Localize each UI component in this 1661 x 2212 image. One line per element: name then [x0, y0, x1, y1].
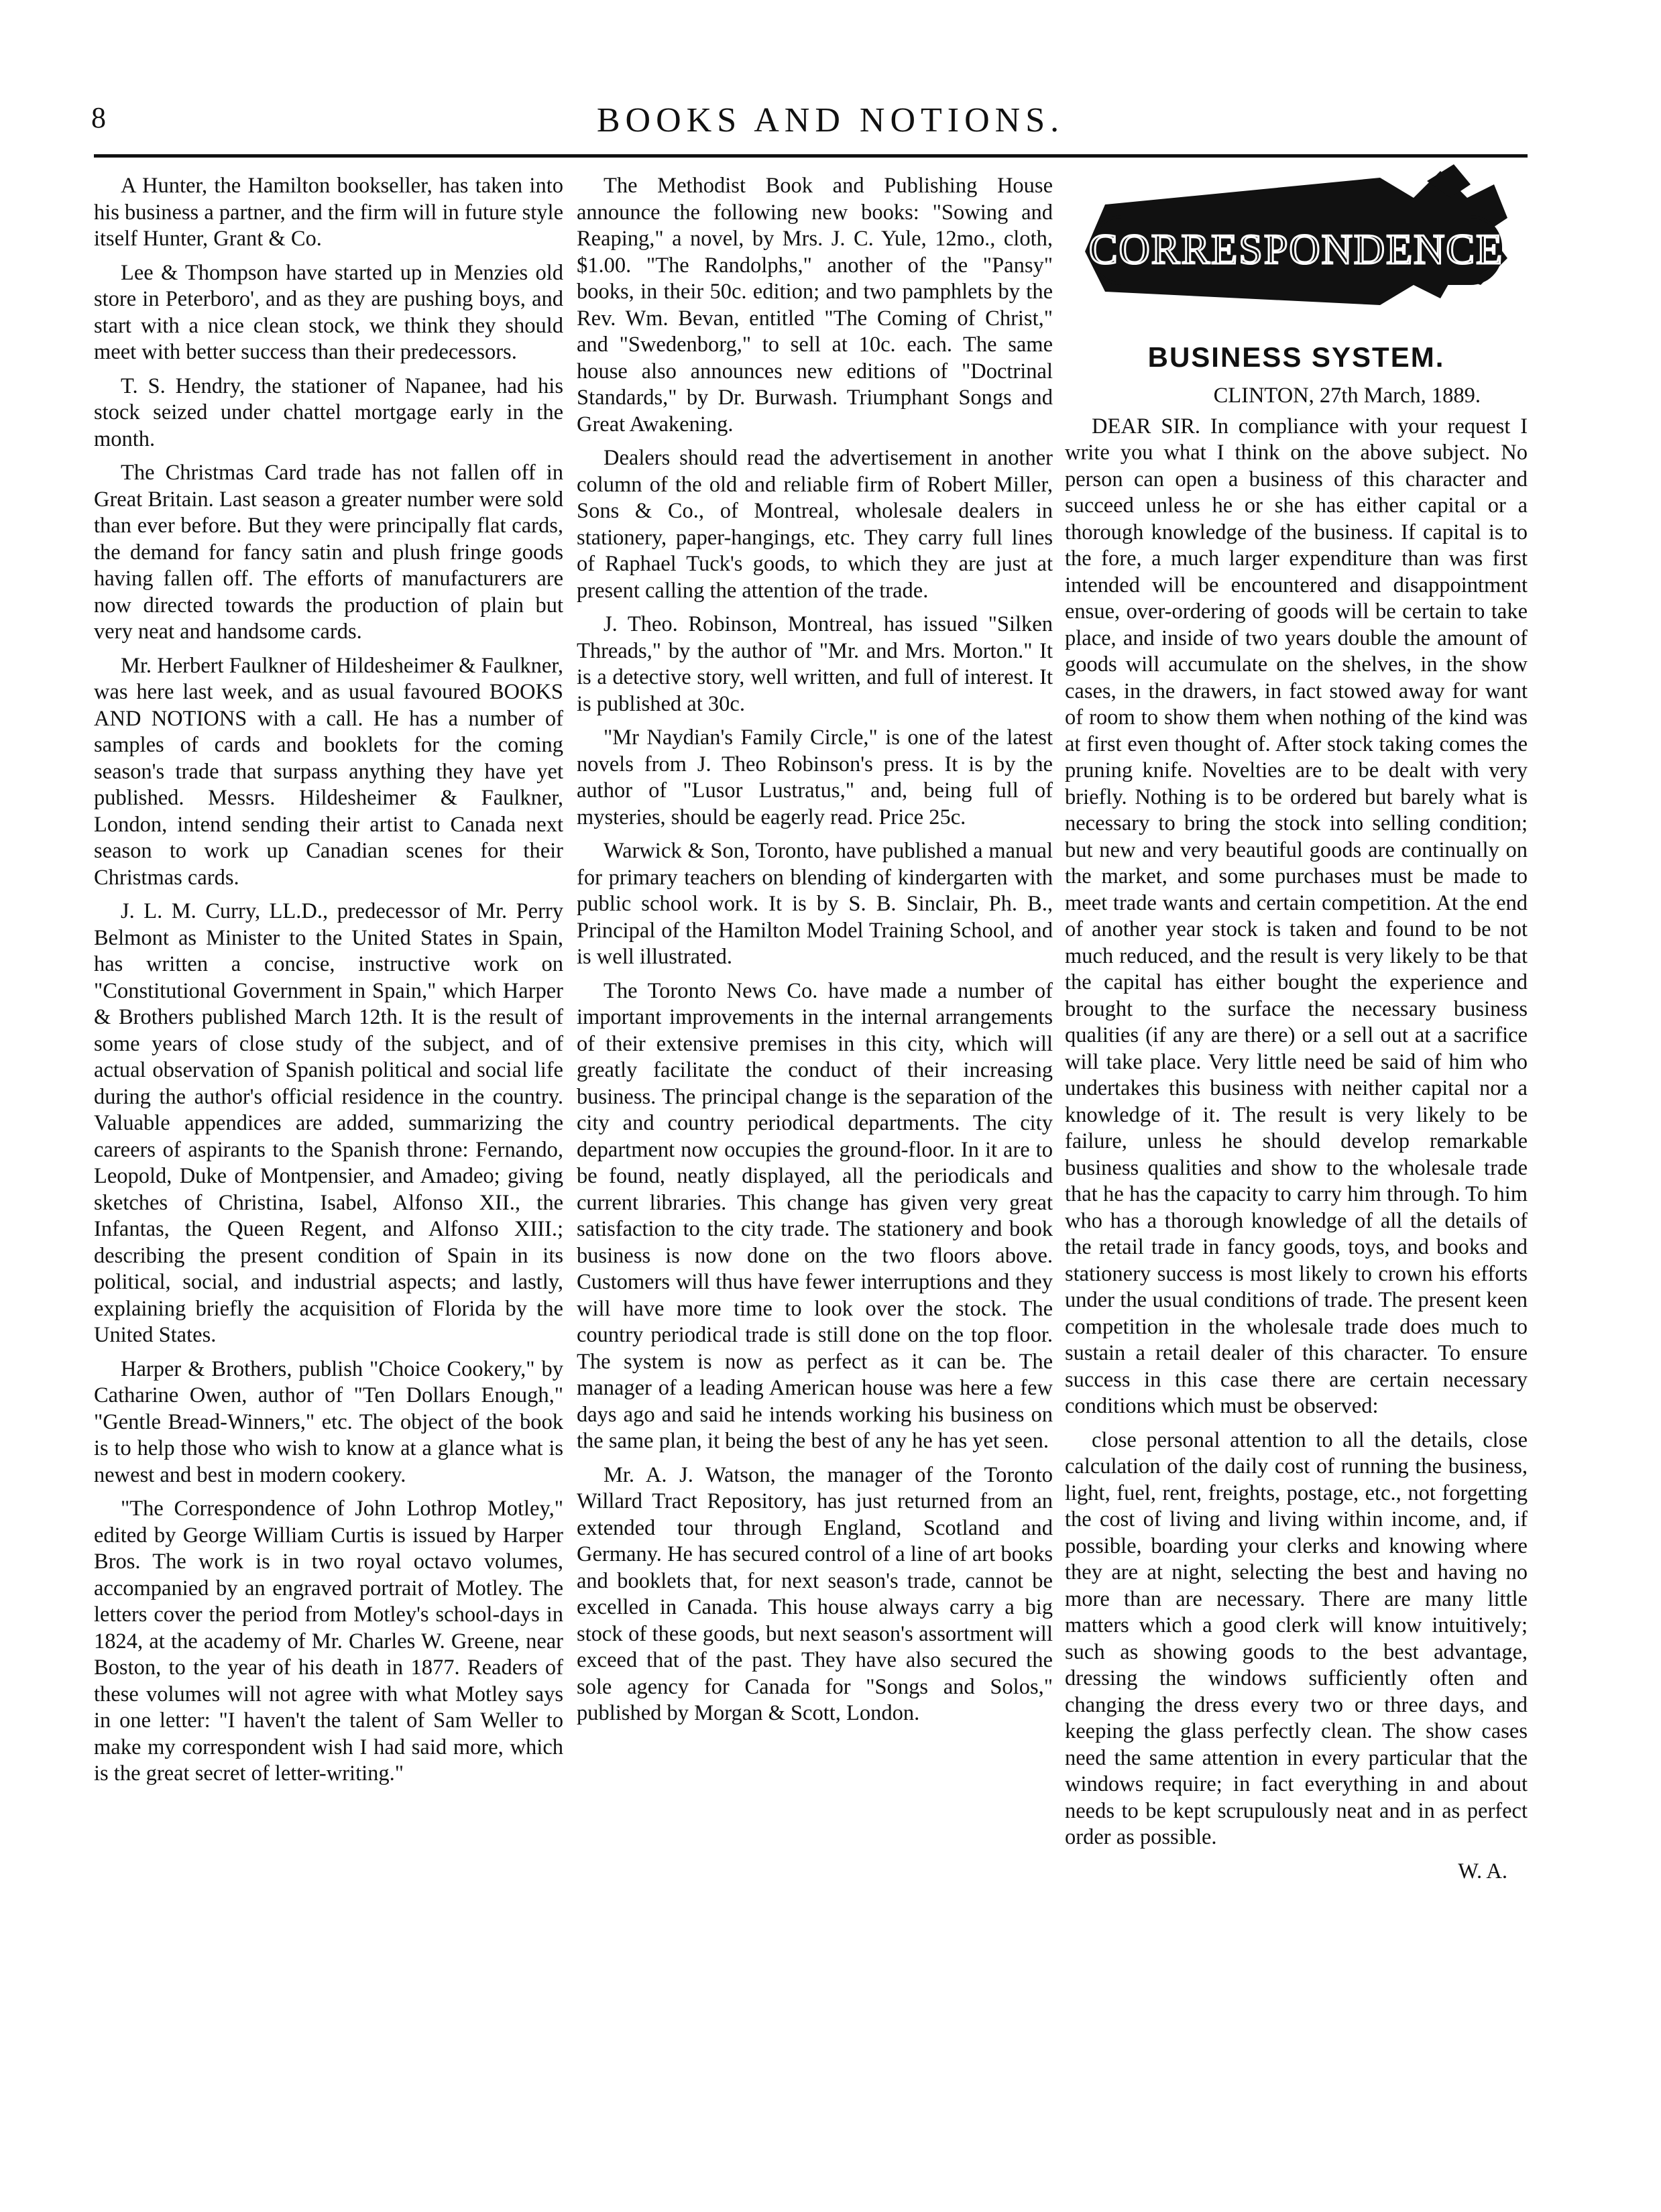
letter-paragraph: close personal attention to all the details, close calculation of the daily cost of running the business, light, fuel, rent, freights, postage, etc., not forgetting the cost of living and living within income, and, if possible, boarding your clerks and knowing where they are at night, selecting the best and having no more than are necessary. There are many little matters which a good clerk will know intuitively; such as showing goods to the best advantage, dressing the windows sufficiently often and changing the dress every two or three days, and keeping the glass perfectly clean. The show cases need the same attention in every particular that the windows require; in fact everything in and about needs to be kept scrupulously neat and in as perfect order as possible.	[1065, 1428, 1528, 1849]
column-right	[1065, 158, 1528, 1885]
news-paragraph: Mr. Herbert Faulkner of Hildesheimer & Faulkner, was here last week, and as usual favoured BOOKS AND NOTIONS with a call. He has a number of samples of cards and booklets for the coming season's trade that surpass anything they have yet published. Messrs. Hildesheimer & Faulkner, London, intend sending their artist to Canada next season to work up Canadian scenes for their Christmas cards.	[94, 653, 563, 890]
letter-paragraph	[1065, 414, 1528, 1420]
news-paragraph: Lee & Thompson have started up in Menzies old store in Peterboro', and as they are pushing boys, and start with a nice clean stock, we think they should meet with better success than their predecessors.	[94, 260, 563, 364]
news-paragraph: The Christmas Card trade has not fallen off in Great Britain. Last season a greater number were sold than ever before. But they were principally flat cards, the demand for fancy satin and plush fringe goods having fallen off. The efforts of manufacturers are now directed towards the production of plain but very neat and handsome cards.	[94, 461, 563, 644]
news-paragraph: "Mr Naydian's Family Circle," is one of the latest novels from J. Theo Robinson's press. It is by the author of "Lusor Lustratus," and, being full of mysteries, should be eagerly read. Price 25c.	[577, 725, 1053, 829]
news-paragraph: J. Theo. Robinson, Montreal, has issued "Silken Threads," by the author of "Mr. and Mrs. Morton." It is a detective story, well written, and full of interest. It is published at 30c.	[577, 612, 1053, 716]
column-middle	[577, 173, 1053, 1735]
news-paragraph: Warwick & Son, Toronto, have published a manual for primary teachers on blending of kindergarten with public school work. It is by S. B. Sinclair, Ph. B., Principal of the Hamilton Model Training School, and is well illustrated.	[577, 839, 1053, 969]
running-head-title: BOOKS AND NOTIONS.	[596, 101, 1065, 139]
news-paragraph: Harper & Brothers, publish "Choice Cookery," by Catharine Owen, author of "Ten Dollars Enough," "Gentle Bread-Winners," etc. The object of the book is to help those who wish to know at a glance what is newest and best in modern cookery.	[94, 1356, 563, 1487]
letter-salutation: DEAR SIR.	[1092, 414, 1201, 439]
page-number: 8	[91, 101, 106, 134]
letter-dateline: CLINTON, 27th March, 1889.	[1213, 384, 1481, 408]
news-paragraph: Dealers should read the advertisement in another column of the old and reliable firm of Robert Miller, Sons & Co., of Montreal, wholesale dealers in stationery, paper-hangings, etc. They carry full lines of Raphael Tuck's goods, to which they are just at present calling the attention of the trade.	[577, 446, 1053, 603]
banner-label: CORRESPONDENCE	[1088, 225, 1504, 273]
news-paragraph: A Hunter, the Hamilton bookseller, has taken into his business a partner, and the firm will in future style itself Hunter, Grant & Co.	[94, 174, 564, 251]
letter-signature: W. A.	[1458, 1859, 1507, 1883]
news-paragraph: Mr. A. J. Watson, the manager of the Toronto Willard Tract Repository, has just returned from an extended tour through England, Scotland and Germany. He has secured control of a line of art books and booklets that, for next season's trade, cannot be excelled in Canada. This house always carry a big stock of these goods, but next season's assortment will exceed that of the past. They have also secured the sole agency for Canada for "Songs and Solos," published by Morgan & Scott, London.	[577, 1462, 1053, 1725]
news-paragraph: J. L. M. Curry, LL.D., predecessor of Mr. Perry Belmont as Minister to the United States in Spain, has written a concise, instructive work on "Constitutional Government in Spain," which Harper & Brothers published March 12th. It is the result of some years of close study of the subject, and of actual observation of Spanish political and social life during the author's official residence in the country. Valuable appendices are added, summarizing the careers of aspirants to the Spanish throne: Fernando, Leopold, Duke of Montpensier, and Amadeo; giving sketches of Christina, Isabel, Alfonso XII., the Infantas, the Queen Regent, and Alfonso XIII.; describing the present condition of Spain in its political, social, and industrial aspects; and lastly, explaining briefly the acquisition of Florida by the United States.	[94, 899, 563, 1347]
news-paragraph: T. S. Hendry, the stationer of Napanee, had his stock seized under chattel mortgage early in the month.	[94, 373, 563, 451]
news-paragraph: The Toronto News Co. have made a number of important improvements in the internal arrangements of their extensive premises in this city, which will greatly facilitate the conduct of their increasing business. The principal change is the separation of the city and country periodical departments. The city department now occupies the ground-floor. In it are to be found, neatly displayed, all the periodicals and current libraries. This change has given very great satisfaction to the city trade. The stationery and book business is now done on the two floors above. Customers will thus have fewer interruptions and they will have more time to look over the stock. The country periodical trade is still done on the top floor. The system is now as perfect as it can be. The manager of a leading American house was here a few days ago and said he intends working his business on the same plan, it being the best of any he has yet seen.	[577, 978, 1053, 1453]
column-left	[94, 173, 563, 1795]
correspondence-banner-art	[1065, 158, 1528, 325]
correspondence-banner	[1065, 158, 1528, 325]
news-paragraph: The Methodist Book and Publishing House announce the following new books: "Sowing and Reaping," a novel, by Mrs. J. C. Yule, 12mo., cloth, $1.00. "The Randolphs," another of the "Pansy" books, in their 50c. edition; and two pamphlets by the Rev. Wm. Bevan, entitled "The Coming of Christ," and "Swedenborg," to sell at 10c. each. The same house also announces new editions of "Doctrinal Standards," by Dr. Burwash. Triumphant Songs and Great Awakening.	[577, 174, 1053, 436]
news-paragraph: "The Correspondence of John Lothrop Motley," edited by George William Curtis is issued by Harper Bros. The work is in two royal octavo volumes, accompanied by an engraved portrait of Motley. The letters cover the period from Motley's school-days in 1824, at the academy of Mr. Charles W. Greene, near Boston, to the year of his death in 1877. Readers of these volumes will not agree with what Motley says in one letter: "I haven't the talent of Sam Weller to make my correspondent wish I had said more, which is the great secret of letter-writing."	[94, 1497, 563, 1786]
letter-body: In compliance with your request I write you what I think on the above subject. No person can open a business of this character and succeed unless he or she has either capital or a thorough knowledge of the business. If capital is to the fore, a much larger expenditure than was first intended will be encountered and disappointment ensue, over-ordering of goods will be certain to take place, and inside of two years double the amount of goods will accumulate on the shelves, in the show cases, in the drawers, in fact stowed away for want of room to show them when nothing of the kind was at first even thought of. After stock taking comes the pruning knife. Novelties are to be dealt with very briefly. Nothing is to be ordered but barely what is necessary to bring the stock into selling condition; but new and very beautiful goods are continually on the market, and some purchases must be made to meet trade wants and certain competition. At the end of another year stock is taken and found to be not much reduced, and the result is very likely to be that the capital has either bought the experience and brought to the surface the necessary business qualities (if any are there) or a sell out at a sacrifice will take place. Very little need be said of him who undertakes this business with neither capital nor a knowledge of it. The result is very likely to be failure, unless he should develop remarkable business qualities and show to the wholesale trade that he has the capacity to carry him through. To him who has a thorough knowledge of all the details of the retail trade in fancy goods, toys, and books and stationery success is most likely to crown his efforts under the usual conditions of trade. The present keen competition in the wholesale trade does much to sustain a retail dealer of this character. To ensure success in this case there are certain necessary conditions which must be observed:	[1065, 414, 1528, 1418]
section-title: BUSINESS SYSTEM.	[1147, 341, 1445, 373]
